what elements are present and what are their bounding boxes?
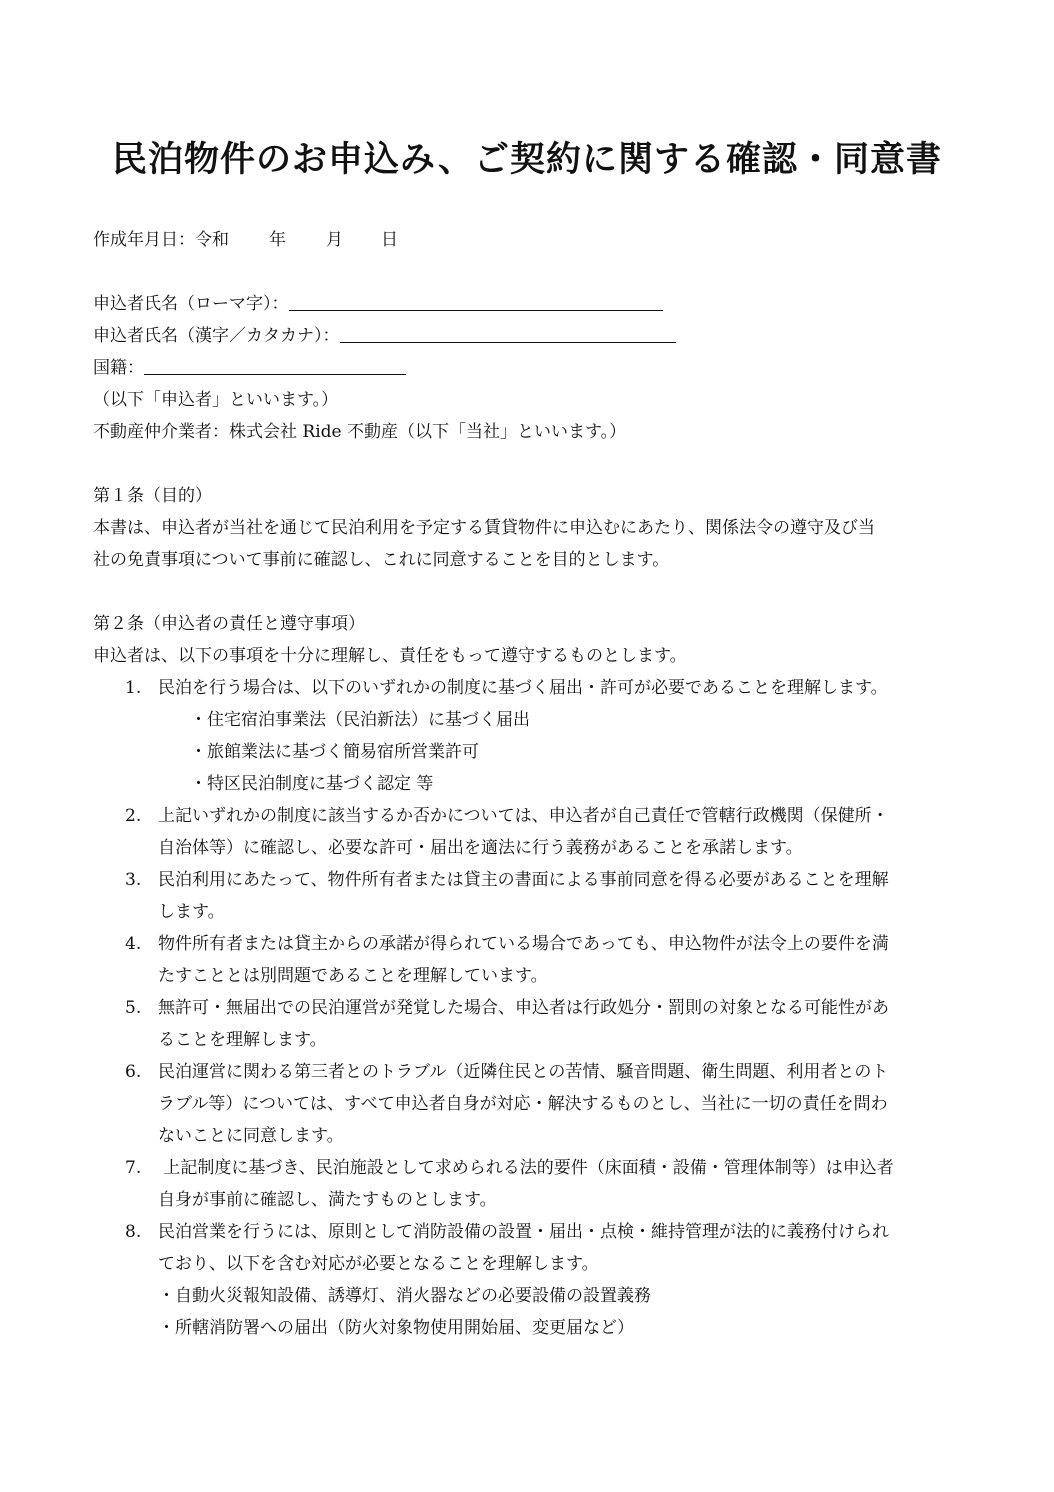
list-item (93, 672, 973, 704)
item-line: 上記いずれかの制度に該当するか否かについては、申込者が自己責任で管轄行政機関（保健所・ (158, 806, 889, 826)
nationality-field[interactable] (144, 354, 406, 375)
item-number: 6. (125, 1062, 142, 1082)
nationality-row (93, 352, 973, 384)
item-line: ラブル等）については、すべて申込者自身が対応・解決するものとし、当社に一切の責任を問わ (158, 1094, 888, 1114)
sub-item: ・住宅宿泊事業法（民泊新法）に基づく届出 (190, 710, 530, 730)
item-line: ないことに同意します。 (158, 1126, 344, 1146)
item-number: 7. (125, 1158, 142, 1178)
romaji-name-field[interactable] (289, 290, 663, 311)
article1-heading: 第１条（目的） (93, 486, 212, 506)
item-number: 2. (125, 806, 142, 826)
year-label: 年 (269, 230, 286, 250)
creation-date-row (93, 224, 973, 256)
sub-item: ・自動火災報知設備、誘導灯、消火器などの必要設備の設置義務 (158, 1286, 651, 1306)
item-line: 自治体等）に確認し、必要な許可・届出を適法に行う義務があることを承諾します。 (158, 838, 803, 858)
list-item (93, 928, 973, 992)
list-item (93, 1216, 973, 1280)
kanji-name-label: 申込者氏名（漢字／カタカナ）： (93, 326, 340, 346)
article1-line: 本書は、申込者が当社を通じて民泊利用を予定する賃貸物件に申込むにあたり、関係法令の遵守及び当 (93, 518, 875, 538)
article2-intro: 申込者は、以下の事項を十分に理解し、責任をもって遵守するものとします。 (93, 646, 687, 666)
list-item (93, 800, 973, 864)
creation-date-label: 作成年月日：令和 (93, 230, 229, 250)
item-line: 無許可・無届出での民泊運営が発覚した場合、申込者は行政処分・罰則の対象となる可能性があ (158, 998, 889, 1018)
kanji-name-field[interactable] (340, 322, 676, 343)
item-line: 民泊を行う場合は、以下のいずれかの制度に基づく届出・許可が必要であることを理解します。 (158, 678, 888, 698)
day-label: 日 (381, 230, 398, 250)
article2-item-list (93, 672, 973, 704)
romaji-name-label: 申込者氏名（ローマ字）： (93, 294, 289, 314)
document-body (93, 224, 973, 1344)
sub-item: ・特区民泊制度に基づく認定 等 (190, 774, 434, 794)
list-item (93, 864, 973, 928)
item-line: します。 (158, 902, 225, 922)
article2-heading: 第２条（申込者の責任と遵守事項） (93, 614, 365, 634)
item-number: 5. (125, 998, 142, 1018)
item-line: ており、以下を含む対応が必要となることを理解します。 (158, 1254, 599, 1274)
item-line: 民泊利用にあたって、物件所有者または貸主の書面による事前同意を得る必要があることを理解 (158, 870, 889, 890)
document-title: 民泊物件のお申込み、ご契約に関する確認・同意書 (111, 140, 943, 180)
item-line: ることを理解します。 (158, 1030, 327, 1050)
applicant-note: （以下「申込者」といいます。） (93, 390, 339, 410)
sub-item: ・所轄消防署への届出（防火対象物使用開始届、変更届など） (158, 1318, 634, 1338)
item-number: 1. (125, 678, 142, 698)
item-line: 物件所有者または貸主からの承諾が得られている場合であっても、申込物件が法令上の要件を満 (158, 934, 889, 954)
sub-item: ・旅館業法に基づく簡易宿所営業許可 (190, 742, 479, 762)
article1-line: 社の免責事項について事前に確認し、これに同意することを目的とします。 (93, 550, 670, 570)
kanji-name-row (93, 320, 973, 352)
month-label: 月 (326, 230, 343, 250)
broker-line: 不動産仲介業者：株式会社 Ride 不動産（以下「当社」といいます。） (93, 422, 627, 442)
romaji-name-row (93, 288, 973, 320)
item-number: 3. (125, 870, 142, 890)
item-line: 民泊営業を行うには、原則として消防設備の設置・届出・点検・維持管理が法的に義務付けられ (158, 1222, 889, 1242)
item-number: 4. (125, 934, 142, 954)
item-number: 8. (125, 1222, 142, 1242)
item-line: たすこととは別問題であることを理解しています。 (158, 966, 548, 986)
list-item (93, 992, 973, 1056)
list-item (93, 1056, 973, 1152)
item-line: 民泊運営に関わる第三者とのトラブル（近隣住民との苦情、騒音問題、衛生問題、利用者とのト (158, 1062, 889, 1082)
list-item (93, 1152, 973, 1216)
article2-item-list (93, 800, 973, 1280)
nationality-label: 国籍： (93, 358, 144, 378)
item-line: 上記制度に基づき、民泊施設として求められる法的要件（床面積・設備・管理体制等）は申込者 (158, 1158, 894, 1178)
item-line: 自身が事前に確認し、満たすものとします。 (158, 1190, 497, 1210)
